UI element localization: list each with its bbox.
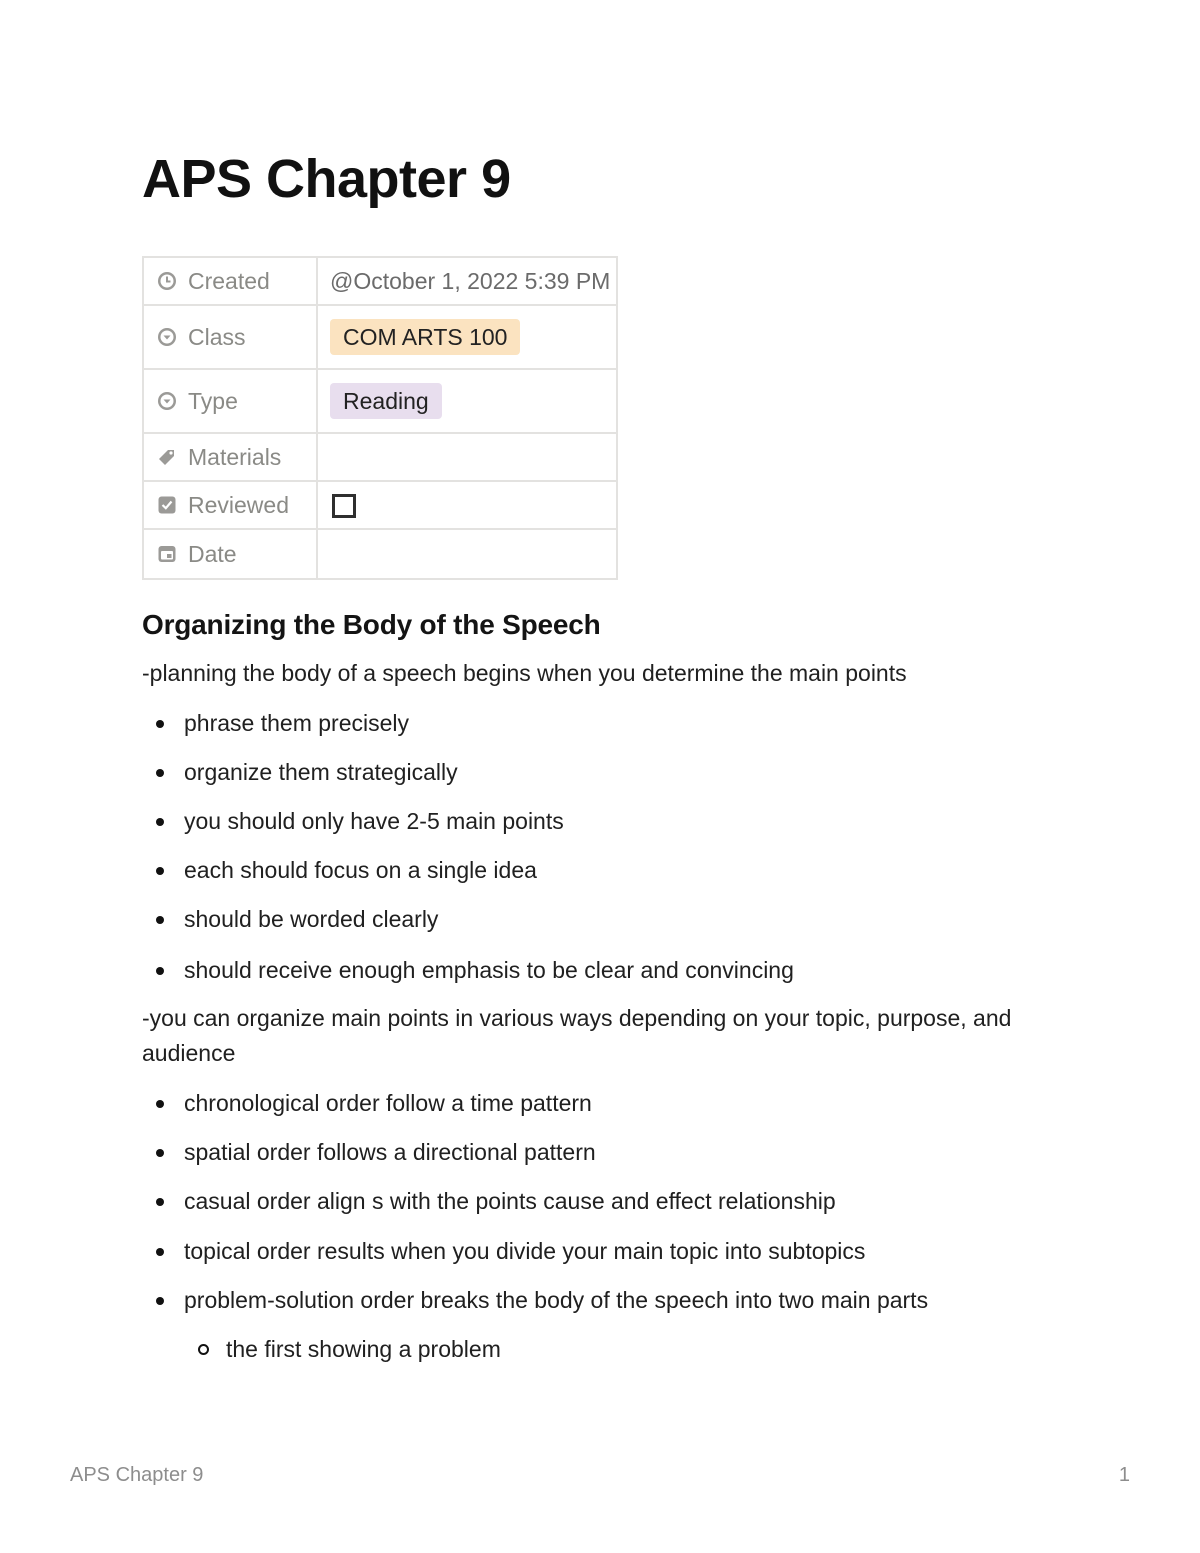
property-key-class: [143, 305, 317, 369]
bullet-icon: [156, 1100, 164, 1108]
list-item: chronological order follow a time pattern: [142, 1086, 1062, 1121]
property-key-reviewed: [143, 481, 317, 529]
property-value-reviewed: [317, 481, 617, 529]
reviewed-checkbox[interactable]: [332, 494, 356, 518]
list-item: should receive enough emphasis to be clear and convincing: [142, 953, 1062, 988]
organization-patterns-list: [142, 1086, 1062, 1318]
property-value-type[interactable]: [317, 369, 617, 433]
bullet-icon: [156, 1198, 164, 1206]
property-row-class: [143, 305, 617, 369]
section-heading: Organizing the Body of the Speech: [142, 609, 601, 640]
property-row-created: [143, 257, 617, 305]
bullet-icon: [156, 867, 164, 875]
property-label-date: Date: [188, 540, 237, 567]
bullet-icon: [156, 769, 164, 777]
tag-icon: [156, 446, 178, 468]
select-icon: [156, 326, 178, 348]
bullet-icon: [156, 967, 164, 975]
list-item: topical order results when you divide your main topic into subtopics: [142, 1234, 1062, 1269]
list-item: phrase them precisely: [142, 706, 1062, 741]
class-tag[interactable]: COM ARTS 100: [330, 319, 520, 355]
main-points-list: [142, 706, 1062, 988]
list-item: spatial order follows a directional pattern: [142, 1135, 1062, 1170]
page-title: APS Chapter 9: [142, 149, 511, 209]
property-row-date: [143, 529, 617, 579]
footer-page-number: 1: [1118, 1464, 1130, 1486]
list-item: you should only have 2-5 main points: [142, 804, 1062, 839]
property-label-reviewed: Reviewed: [188, 491, 289, 518]
list-item: organize them strategically: [142, 755, 1062, 790]
list-item: should be worded clearly: [142, 902, 1062, 937]
property-key-type: [143, 369, 317, 433]
list-item: casual order align s with the points cause and effect relationship: [142, 1184, 1062, 1219]
property-label-class: Class: [188, 323, 246, 350]
property-label-created: Created: [188, 267, 270, 294]
created-date-text: @October 1, 2022 5:39 PM: [330, 267, 611, 294]
paragraph-main-points: -planning the body of a speech begins when you determine the main points: [142, 660, 907, 686]
page-content: [142, 606, 1062, 1367]
property-key-date: [143, 529, 317, 579]
property-label-materials: Materials: [188, 443, 282, 470]
property-row-reviewed: [143, 481, 617, 529]
list-item: problem-solution order breaks the body of the speech into two main parts: [142, 1283, 1062, 1318]
property-value-date[interactable]: [317, 529, 617, 579]
bullet-icon: [156, 916, 164, 924]
property-value-created[interactable]: [317, 257, 617, 305]
type-tag[interactable]: Reading: [330, 383, 442, 419]
paragraph-organization: -you can organize main points in various ways depending on your topic, purpose, and audience: [142, 1005, 1012, 1066]
property-value-class[interactable]: [317, 305, 617, 369]
checkbox-icon: [156, 494, 178, 516]
property-row-type: [143, 369, 617, 433]
bullet-icon: [156, 1248, 164, 1256]
bullet-icon: [156, 818, 164, 826]
sub-bullet-icon: [198, 1344, 209, 1355]
bullet-icon: [156, 1297, 164, 1305]
select-icon: [156, 390, 178, 412]
problem-solution-sublist: [142, 1332, 1062, 1367]
calendar-icon: [156, 543, 178, 565]
footer-title: APS Chapter 9: [70, 1464, 204, 1486]
property-key-materials: [143, 433, 317, 481]
list-item: each should focus on a single idea: [142, 853, 1062, 888]
clock-icon: [156, 270, 178, 292]
list-item: the first showing a problem: [142, 1332, 1062, 1367]
bullet-icon: [156, 1149, 164, 1157]
property-row-materials: [143, 433, 617, 481]
properties-table: [142, 256, 618, 580]
property-label-type: Type: [188, 387, 238, 414]
bullet-icon: [156, 720, 164, 728]
property-key-created: [143, 257, 317, 305]
property-value-materials[interactable]: [317, 433, 617, 481]
